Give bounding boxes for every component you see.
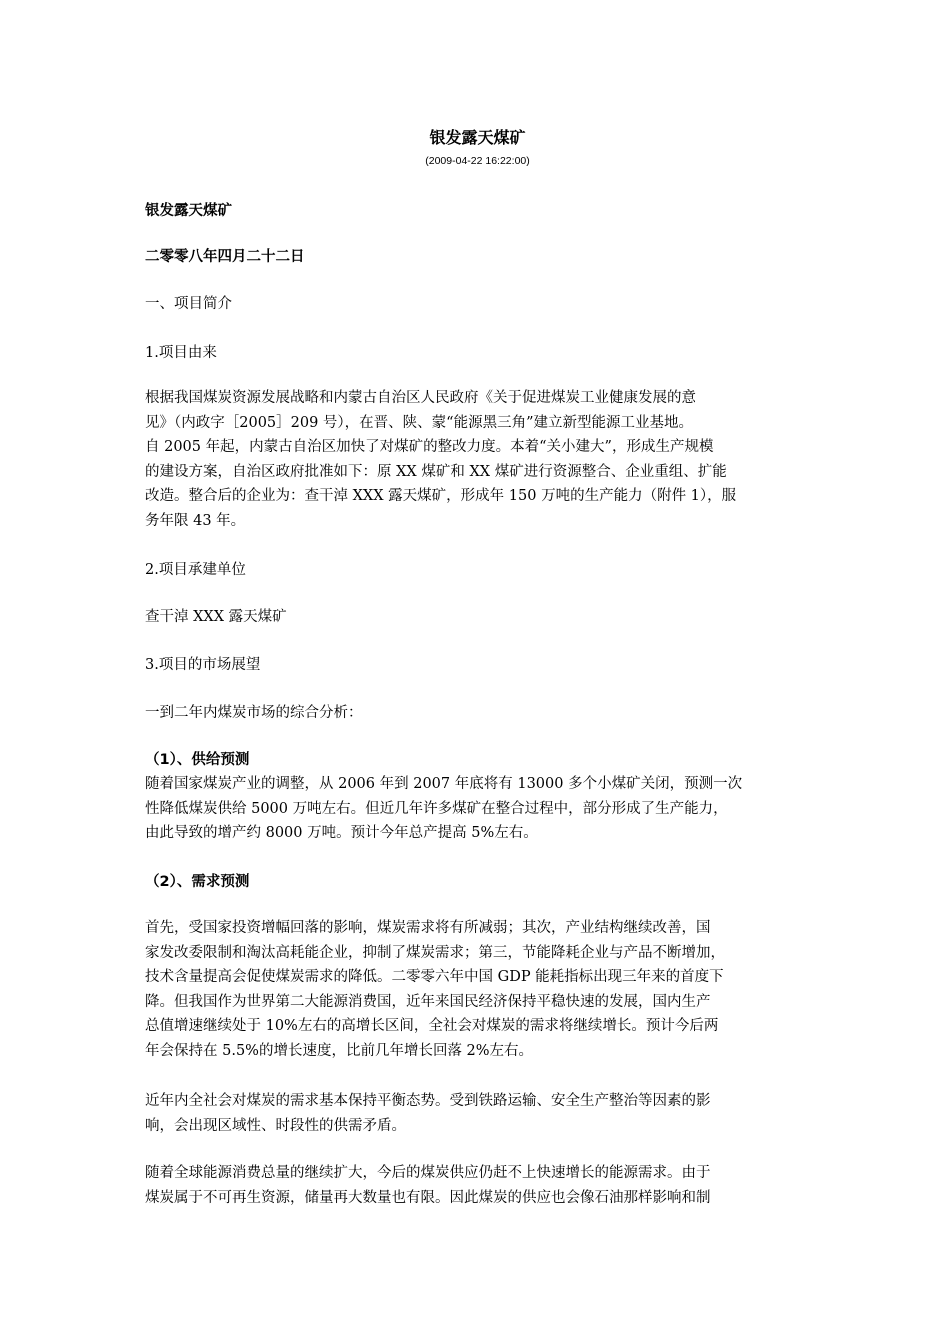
- document-date: 二零零八年四月二十二日: [145, 249, 305, 265]
- text-line: 总值增速继续处于 10%左右的高增长区间，全社会对煤炭的需求将继续增长。预计今后两: [145, 1018, 719, 1034]
- text-line: 随着全球能源消费总量的继续扩大，今后的煤炭供应仍赶不上快速增长的能源需求。由于: [145, 1165, 711, 1181]
- text-line: 家发改委限制和淘汰高耗能企业，抑制了煤炭需求；第三，节能降耗企业与产品不断增加，: [145, 944, 725, 961]
- text-line: 随着国家煤炭产业的调整，从 2006 年到 2007 年底将有 13000 多个小煤矿关闭，预测一次: [145, 776, 743, 792]
- paragraph-market-intro: 一到二年内煤炭市场的综合分析：: [145, 705, 363, 721]
- publish-date: (2009-04-22 16:22:00): [425, 155, 530, 167]
- subsection-heading-demand: （2）、需求预测: [145, 874, 250, 890]
- text-line: 首先，受国家投资增幅回落的影响，煤炭需求将有所减弱；其次，产业结构继续改善，国: [145, 920, 711, 936]
- text-line: 响，会出现区域性、时段性的供需矛盾。: [145, 1117, 406, 1134]
- text-line: 技术含量提高会促使煤炭需求的降低。二零零六年中国 GDP 能耗指标出现三年来的首度下: [145, 969, 724, 985]
- text-line: 务年限 43 年。: [145, 512, 246, 529]
- section-heading: 一、项目简介: [145, 296, 232, 312]
- paragraph-supply-forecast: [145, 772, 810, 846]
- subsection-heading-supply: （1）、供给预测: [145, 752, 250, 768]
- item-heading: 1.项目由来: [145, 345, 217, 361]
- item-heading: 3.项目的市场展望: [145, 657, 261, 673]
- text-line: 性降低煤炭供给 5000 万吨左右。但近几年许多煤矿在整合过程中，部分形成了生产能力，: [145, 800, 728, 817]
- text-line: 改造。整合后的企业为：查干淖 XXX 露天煤矿，形成年 150 万吨的生产能力（附件 1），服: [145, 488, 737, 504]
- document-subtitle: 银发露天煤矿: [145, 203, 232, 219]
- text-line: 降。但我国作为世界第二大能源消费国，近年来国民经济保持平稳快速的发展，国内生产: [145, 993, 711, 1010]
- text-line: 近年内全社会对煤炭的需求基本保持平衡态势。受到铁路运输、安全生产整治等因素的影: [145, 1093, 711, 1109]
- paragraph-demand-forecast: [145, 916, 810, 1063]
- text-line: 自 2005 年起，内蒙古自治区加快了对煤矿的整改力度。本着“关小建大”，形成生产规模: [145, 439, 714, 455]
- text-line: 见》（内政字［2005］209 号），在晋、陕、蒙“能源黑三角”建立新型能源工业基地。: [145, 414, 694, 431]
- text-line: 根据我国煤炭资源发展战略和内蒙古自治区人民政府《关于促进煤炭工业健康发展的意: [145, 390, 696, 406]
- paragraph-supply-demand-balance: [145, 1089, 810, 1138]
- paragraph-energy-outlook: [145, 1161, 810, 1210]
- page-title: 银发露天煤矿: [429, 128, 526, 147]
- text-line: 的建设方案，自治区政府批准如下：原 XX 煤矿和 XX 煤矿进行资源整合、企业重组、扩能: [145, 463, 727, 480]
- item-heading: 2.项目承建单位: [145, 562, 246, 578]
- text-line: 煤炭属于不可再生资源，储量再大数量也有限。因此煤炭的供应也会像石油那样影响和制: [145, 1189, 711, 1206]
- text-line: 年会保持在 5.5%的增长速度，比前几年增长回落 2%左右。: [145, 1042, 534, 1059]
- paragraph-contractor: 查干淖 XXX 露天煤矿: [145, 609, 287, 625]
- paragraph-project-origin: [145, 386, 810, 533]
- text-line: 由此导致的增产约 8000 万吨。预计今年总产提高 5%左右。: [145, 825, 538, 841]
